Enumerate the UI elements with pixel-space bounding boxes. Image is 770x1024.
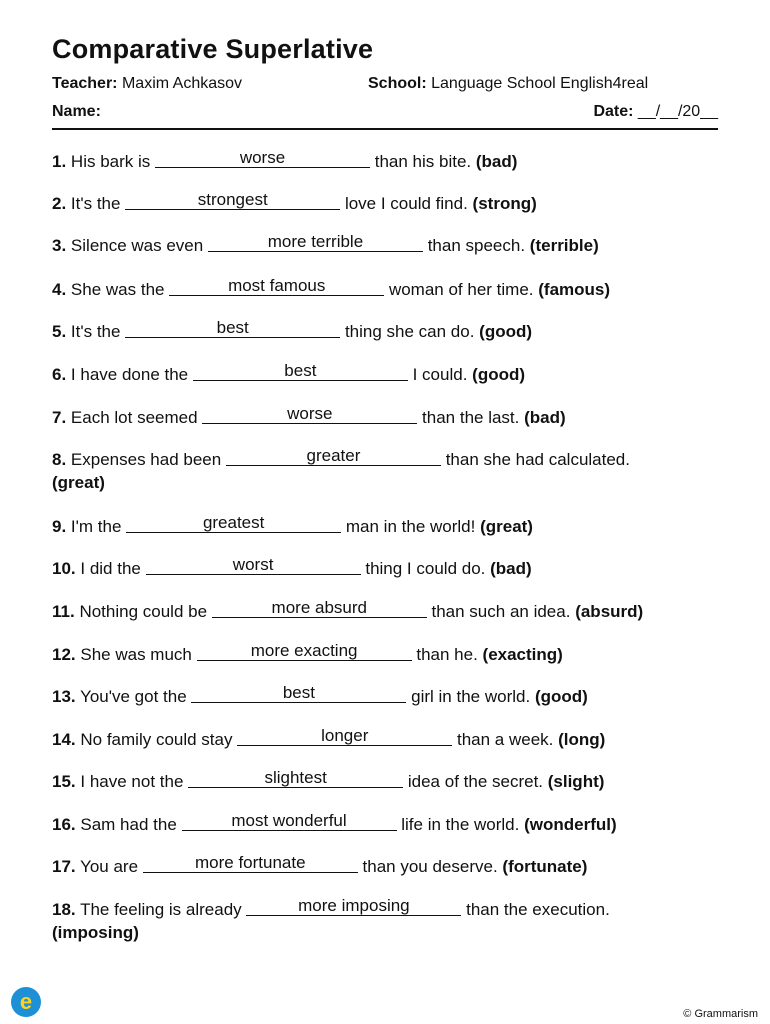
- question-item: [52, 600, 718, 623]
- question-text-after: woman of her time.: [388, 280, 534, 299]
- question-text-after: than he.: [416, 645, 478, 664]
- question-hint: (strong): [472, 194, 537, 213]
- answer-blank[interactable]: [146, 555, 361, 575]
- question-text-before: Nothing could be: [79, 602, 208, 621]
- question-item: [52, 685, 718, 708]
- question-number: 7.: [52, 408, 67, 427]
- answer-text: worse: [287, 404, 333, 423]
- answer-text: more fortunate: [195, 853, 306, 872]
- question-item: [52, 448, 718, 494]
- question-number: 9.: [52, 517, 67, 536]
- answer-text: worse: [239, 148, 286, 167]
- question-number: 2.: [52, 194, 67, 213]
- question-hint: (bad): [475, 152, 518, 171]
- header-divider: [52, 128, 718, 130]
- answer-blank[interactable]: [212, 598, 427, 618]
- logo-letter: e: [19, 989, 33, 1014]
- question-hint: (bad): [524, 408, 566, 427]
- answer-text: strongest: [197, 190, 268, 209]
- copyright-text: © Grammarism: [683, 1008, 758, 1020]
- question-text-after: than speech.: [427, 236, 526, 255]
- question-item: [52, 406, 718, 429]
- question-text-before: No family could stay: [80, 730, 233, 749]
- answer-text: most wonderful: [231, 811, 347, 830]
- question-item: [52, 515, 718, 538]
- name-line: [52, 103, 101, 121]
- question-number: 1.: [52, 152, 67, 171]
- answer-blank[interactable]: [126, 513, 341, 533]
- answer-text: best: [284, 361, 317, 380]
- question-text-after: than the execution.: [466, 900, 610, 919]
- question-item: [52, 770, 718, 793]
- question-number: 10.: [52, 559, 76, 578]
- question-text-before: Expenses had been: [70, 450, 222, 469]
- question-text-before: You are: [80, 857, 139, 876]
- answer-text: more exacting: [250, 641, 358, 660]
- question-text-before: I have not the: [80, 772, 184, 791]
- question-hint: (bad): [490, 559, 532, 578]
- question-hint: (long): [558, 730, 606, 749]
- question-number: 16.: [52, 815, 76, 834]
- question-number: 6.: [52, 365, 67, 384]
- answer-blank[interactable]: [208, 232, 423, 252]
- school-value: Language School English4real: [431, 75, 649, 92]
- question-text-before: I did the: [80, 559, 141, 578]
- question-text-before: I have done the: [70, 365, 189, 384]
- question-text-after: than the last.: [422, 408, 520, 427]
- question-item: [52, 234, 718, 257]
- question-text-before: The feeling is already: [80, 900, 242, 919]
- question-number: 12.: [52, 645, 76, 664]
- question-hint: (absurd): [575, 602, 644, 621]
- answer-blank[interactable]: [237, 726, 452, 746]
- question-hint: (terrible): [529, 236, 599, 255]
- question-number: 18.: [52, 900, 76, 919]
- question-number: 14.: [52, 730, 76, 749]
- question-number: 3.: [52, 236, 67, 255]
- question-item: [52, 643, 718, 666]
- answer-text: more terrible: [267, 232, 364, 251]
- question-item: [52, 557, 718, 580]
- teacher-label: Teacher:: [52, 75, 118, 92]
- answer-text: more absurd: [271, 598, 367, 617]
- question-item: [52, 278, 718, 301]
- date-label: Date:: [593, 103, 634, 120]
- question-item: [52, 813, 718, 836]
- answer-text: slightest: [264, 768, 327, 787]
- question-text-before: She was the: [70, 280, 165, 299]
- question-number: 17.: [52, 857, 76, 876]
- question-text-after: than you deserve.: [362, 857, 498, 876]
- question-text-after: I could.: [412, 365, 468, 384]
- question-text-after: man in the world!: [345, 517, 476, 536]
- question-hint: (good): [479, 322, 533, 341]
- question-item: [52, 728, 718, 751]
- question-item: [52, 320, 718, 343]
- date-line: [593, 103, 718, 121]
- answer-blank[interactable]: [188, 768, 403, 788]
- question-number: 15.: [52, 772, 76, 791]
- question-hint: (imposing): [52, 923, 139, 942]
- question-text-before: It's the: [70, 322, 121, 341]
- question-item: [52, 363, 718, 386]
- question-text-after: idea of the secret.: [407, 772, 544, 791]
- question-hint: (good): [534, 687, 588, 706]
- answer-blank[interactable]: [182, 811, 397, 831]
- name-label: Name:: [52, 103, 101, 120]
- answer-text: best: [216, 318, 249, 337]
- answer-blank[interactable]: [226, 446, 441, 466]
- teacher-line: [52, 75, 242, 93]
- question-item: [52, 192, 718, 215]
- question-hint: (fortunate): [502, 857, 588, 876]
- question-number: 5.: [52, 322, 67, 341]
- answer-blank[interactable]: [202, 404, 417, 424]
- question-text-before: It's the: [70, 194, 121, 213]
- question-text-after: than such an idea.: [431, 602, 571, 621]
- question-text-before: I'm the: [70, 517, 122, 536]
- answer-text: most famous: [228, 276, 326, 295]
- question-hint: (good): [472, 365, 526, 384]
- answer-blank[interactable]: [193, 361, 408, 381]
- question-text-after: than a week.: [456, 730, 554, 749]
- answer-text: worst: [232, 555, 274, 574]
- question-hint: (exacting): [482, 645, 563, 664]
- question-item: [52, 150, 718, 173]
- answer-blank[interactable]: [197, 641, 412, 661]
- question-hint: (famous): [538, 280, 611, 299]
- answer-blank[interactable]: [125, 318, 340, 338]
- question-number: 8.: [52, 450, 67, 469]
- question-item: [52, 855, 718, 878]
- question-text-after: than his bite.: [374, 152, 472, 171]
- question-text-before: Each lot seemed: [70, 408, 198, 427]
- question-text-before: Sam had the: [80, 815, 177, 834]
- question-number: 4.: [52, 280, 67, 299]
- question-text-after: girl in the world.: [411, 687, 531, 706]
- question-hint: (wonderful): [524, 815, 617, 834]
- question-number: 11.: [52, 602, 75, 621]
- answer-text: greater: [306, 446, 361, 465]
- question-text-after: life in the world.: [401, 815, 520, 834]
- question-text-before: His bark is: [70, 152, 151, 171]
- answer-text: greatest: [202, 513, 265, 532]
- question-text-before: She was much: [80, 645, 192, 664]
- date-value: __/__/20__: [637, 103, 718, 120]
- teacher-value: Maxim Achkasov: [121, 75, 243, 92]
- answer-text: best: [282, 683, 315, 702]
- grammarism-logo-icon: [10, 986, 42, 1018]
- question-text-before: Silence was even: [70, 236, 204, 255]
- question-hint: (great): [52, 473, 105, 492]
- school-label: School:: [368, 75, 427, 92]
- page-title: Comparative Superlative: [52, 34, 374, 64]
- answer-blank[interactable]: [155, 148, 370, 168]
- question-text-after: love I could find.: [344, 194, 468, 213]
- answer-blank[interactable]: [191, 683, 406, 703]
- school-line: [368, 75, 648, 93]
- question-text-after: than she had calculated.: [445, 450, 630, 469]
- answer-blank[interactable]: [125, 190, 340, 210]
- answer-blank[interactable]: [246, 896, 461, 916]
- question-text-after: thing she can do.: [344, 322, 475, 341]
- question-number: 13.: [52, 687, 76, 706]
- answer-text: longer: [321, 726, 369, 745]
- answer-blank[interactable]: [169, 276, 384, 296]
- question-hint: (slight): [547, 772, 605, 791]
- answer-text: more imposing: [298, 896, 410, 915]
- question-text-before: You've got the: [80, 687, 187, 706]
- answer-blank[interactable]: [143, 853, 358, 873]
- question-text-after: thing I could do.: [365, 559, 486, 578]
- question-item: [52, 898, 718, 944]
- question-hint: (great): [480, 517, 533, 536]
